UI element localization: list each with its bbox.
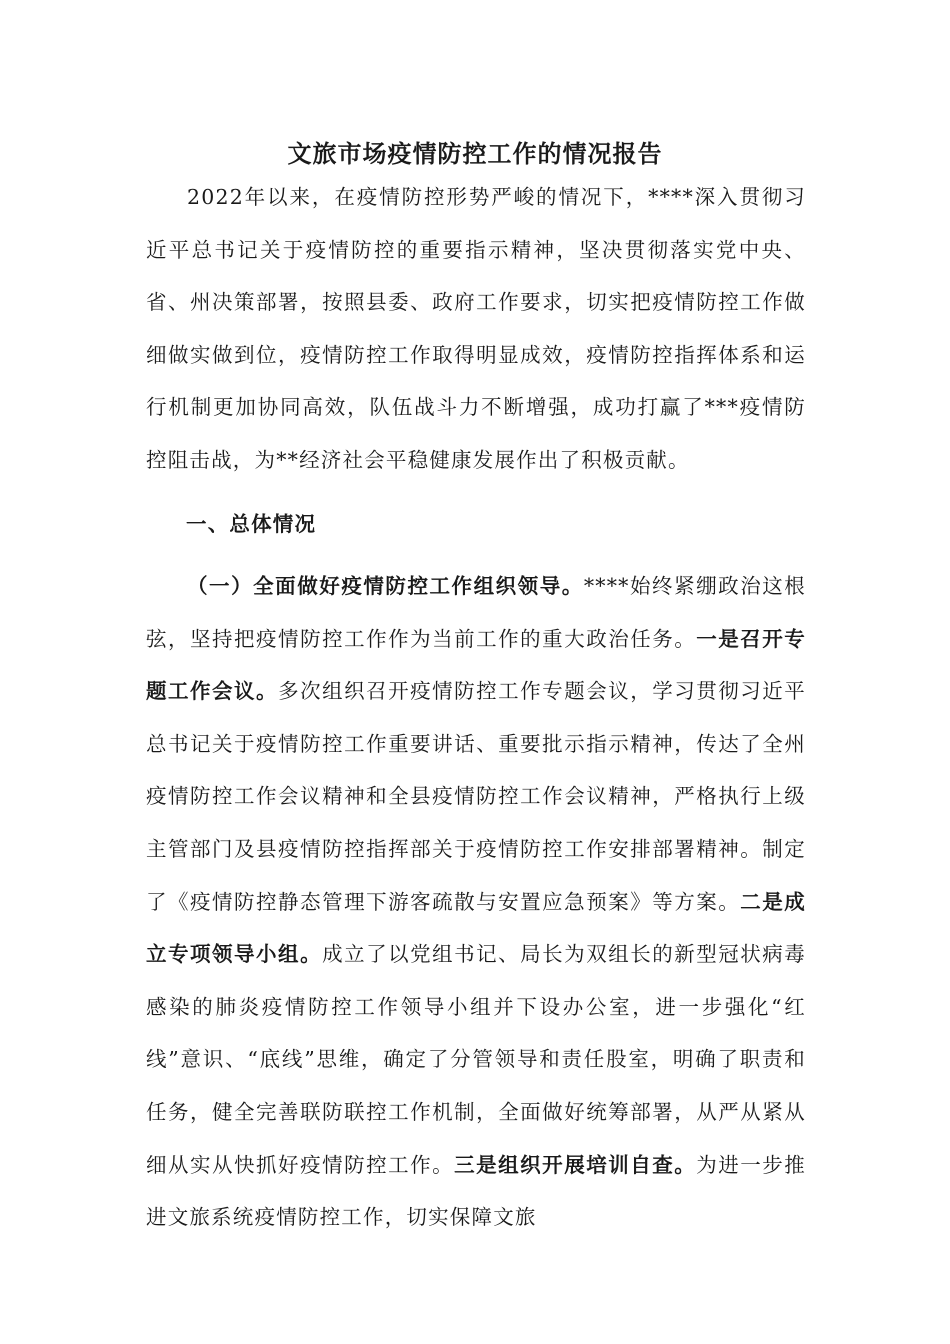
point-two-text: 成立了以党组书记、局长为双组长的新型冠状病毒感染的肺炎疫情防控工作领导小组并下设办公室，进一步强化“红线”意识、“底线”思维，确定了分管领导和责任股室，明确了职责和任务，健全完善联防联控工作机制，全面做好统筹部署，从严从紧从细从实从快抓好疫情防控工作。 bbox=[146, 942, 806, 1177]
subsection-paragraph bbox=[146, 560, 806, 1244]
point-two-heading: 二是成立专项领导小组。 bbox=[146, 889, 806, 967]
subsection-lead-text: ****始终紧绷政治这根弦，坚持把疫情防控工作作为当前工作的重大政治任务。 bbox=[146, 574, 806, 651]
subsection-lead-heading: （一）全面做好疫情防控工作组织领导。 bbox=[187, 574, 584, 598]
intro-paragraph: 2022年以来，在疫情防控形势严峻的情况下，****深入贯彻习近平总书记关于疫情防控的重要指示精神，坚决贯彻落实党中央、省、州决策部署，按照县委、政府工作要求，切实把疫情防控工作做细做实做到位，疫情防控工作取得明显成效，疫情防控指挥体系和运行机制更加协同高效，队伍战斗力不断增强，成功打赢了***疫情防控阻击战，为**经济社会平稳健康发展作出了积极贡献。 bbox=[146, 185, 806, 472]
point-one-heading: 一是召开专题工作会议。 bbox=[146, 626, 807, 704]
point-one-text: 多次组织召开疫情防控工作专题会议，学习贯彻习近平总书记关于疫情防控工作重要讲话、重要批示指示精神，传达了全州疫情防控工作会议精神和全县疫情防控工作会议精神，严格执行上级主管部门及县疫情防控指挥部关于疫情防控工作安排部署精神。制定了《疫情防控静态管理下游客疏散与安置应急预案》等方案。 bbox=[146, 679, 806, 914]
point-three-heading: 三是组织开展培训自查。 bbox=[454, 1152, 697, 1177]
point-three-text: 为进一步推进文旅系统疫情防控工作，切实保障文旅 bbox=[146, 1152, 806, 1230]
document-title: 文旅市场疫情防控工作的情况报告 bbox=[287, 139, 663, 168]
section-heading: 一、总体情况 bbox=[186, 512, 317, 536]
